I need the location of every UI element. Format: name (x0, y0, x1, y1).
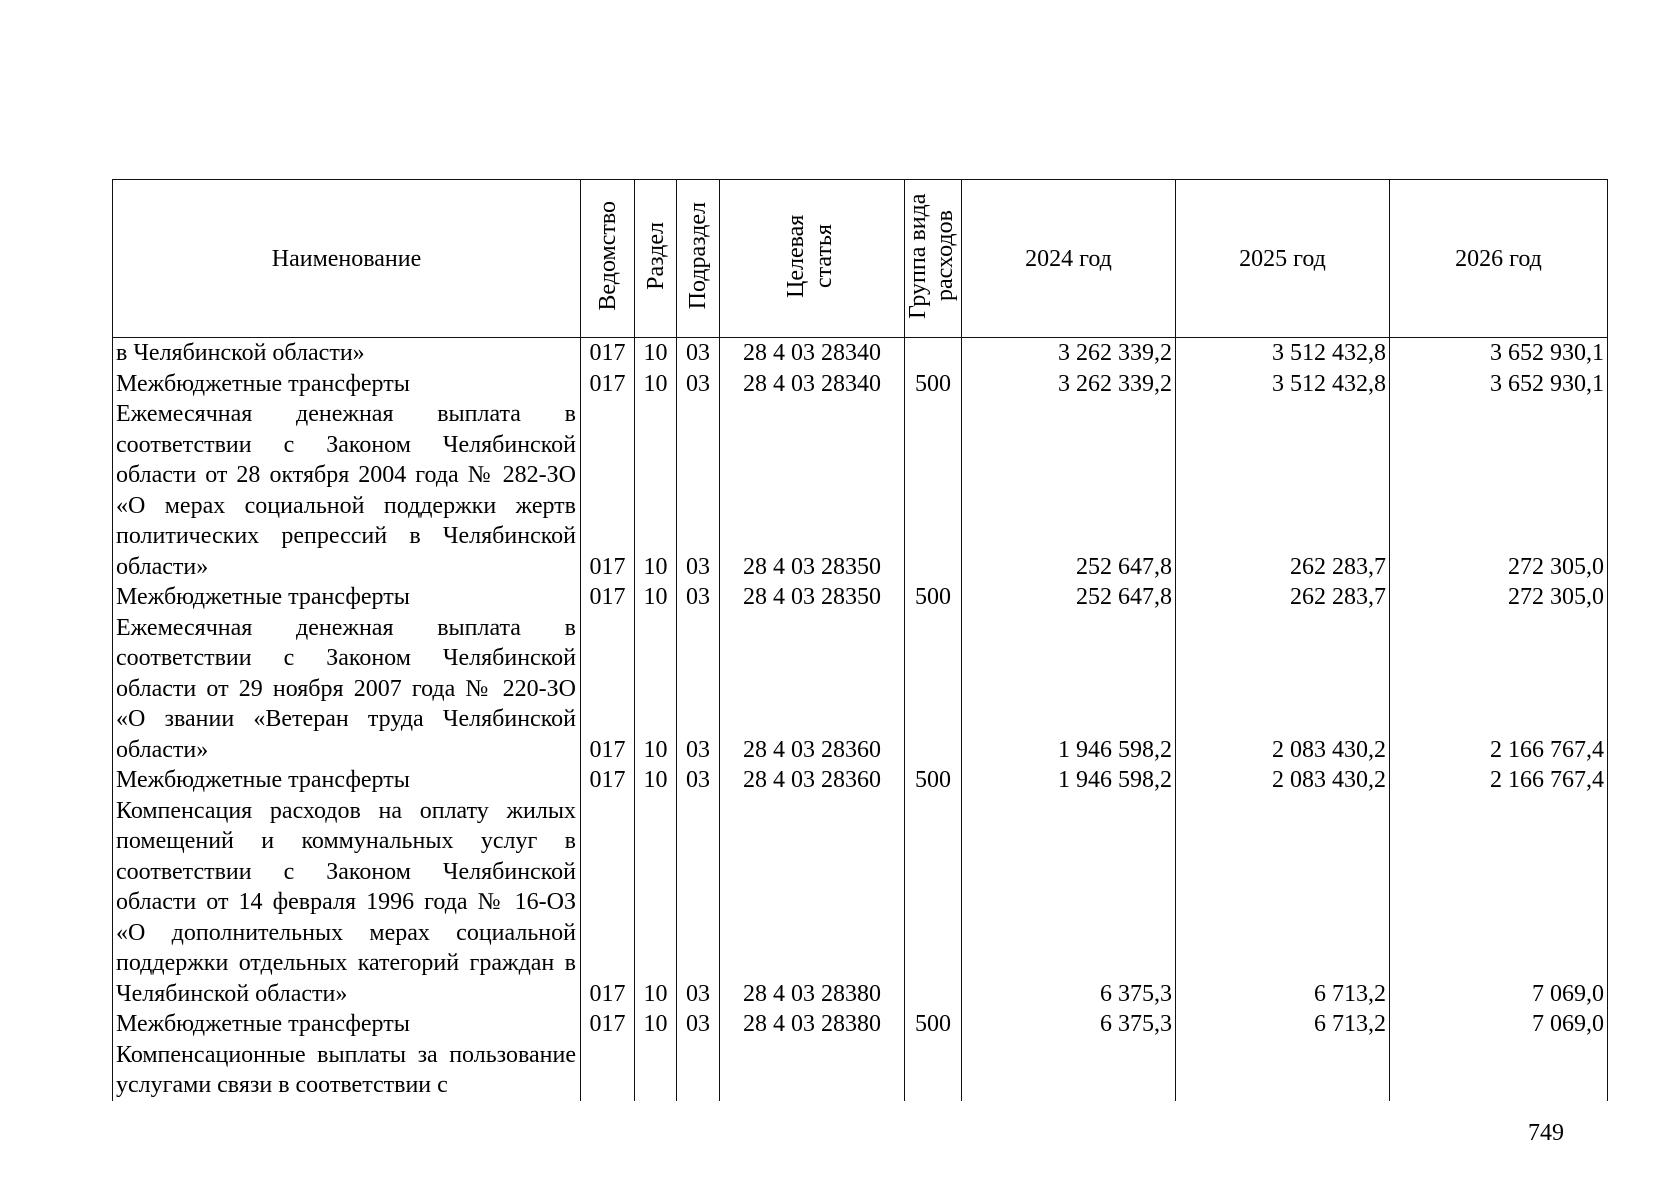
row-gruppa: 500 (905, 369, 962, 400)
row-celevaya-statya: 28 4 03 28350 (720, 582, 905, 613)
table-row (113, 765, 1608, 796)
row-name: Межбюджетные трансферты (113, 1009, 581, 1040)
row-razdel: 10 (635, 399, 677, 582)
row-podrazdel: 03 (677, 582, 720, 613)
row-amount-2026: 272 305,0 (1390, 582, 1608, 613)
row-amount-2024: 6 375,3 (962, 1009, 1176, 1040)
row-name: Ежемесячная денежная выплата в соответствии с Законом Челябинской области от 28 октября 2004 года № 282-ЗО «О мерах социальной поддержки жертв политических репрессий в Челябинской области» (113, 399, 581, 582)
row-podrazdel: 03 (677, 1009, 720, 1040)
row-amount-2026: 7 069,0 (1390, 1009, 1608, 1040)
row-amount-2026: 272 305,0 (1390, 399, 1608, 582)
row-vedomstvo (581, 1040, 635, 1101)
table-row (113, 1040, 1608, 1101)
table-row (113, 399, 1608, 582)
header-celevaya-statya: Целевая статья (720, 180, 905, 338)
table-row (113, 369, 1608, 400)
row-name: Ежемесячная денежная выплата в соответствии с Законом Челябинской области от 29 ноября 2007 года № 220-ЗО «О звании «Ветеран труда Челябинской области» (113, 613, 581, 766)
table-row (113, 338, 1608, 369)
row-name: Межбюджетные трансферты (113, 765, 581, 796)
row-amount-2024: 1 946 598,2 (962, 765, 1176, 796)
row-gruppa (905, 338, 962, 369)
row-amount-2024: 6 375,3 (962, 796, 1176, 1010)
row-gruppa (905, 796, 962, 1010)
row-podrazdel: 03 (677, 796, 720, 1010)
row-celevaya-statya: 28 4 03 28340 (720, 338, 905, 369)
row-name: Межбюджетные трансферты (113, 369, 581, 400)
table-row (113, 613, 1608, 766)
row-gruppa (905, 1040, 962, 1101)
row-razdel: 10 (635, 613, 677, 766)
row-name: в Челябинской области» (113, 338, 581, 369)
row-amount-2025: 6 713,2 (1176, 1009, 1390, 1040)
row-celevaya-statya: 28 4 03 28360 (720, 765, 905, 796)
row-amount-2026: 2 166 767,4 (1390, 613, 1608, 766)
row-celevaya-statya: 28 4 03 28360 (720, 613, 905, 766)
row-amount-2025: 262 283,7 (1176, 399, 1390, 582)
table-row (113, 796, 1608, 1010)
row-amount-2025: 3 512 432,8 (1176, 369, 1390, 400)
row-amount-2025: 2 083 430,2 (1176, 765, 1390, 796)
row-podrazdel: 03 (677, 399, 720, 582)
row-vedomstvo: 017 (581, 613, 635, 766)
header-name: Наименование (113, 180, 581, 338)
table-header-row (113, 180, 1608, 338)
row-razdel: 10 (635, 765, 677, 796)
row-gruppa: 500 (905, 765, 962, 796)
header-razdel: Раздел (635, 180, 677, 338)
row-podrazdel (677, 1040, 720, 1101)
row-celevaya-statya: 28 4 03 28350 (720, 399, 905, 582)
row-name: Компенсация расходов на оплату жилых помещений и коммунальных услуг в соответствии с Законом Челябинской области от 14 февраля 1996 года № 16-ОЗ «О дополнительных мерах социальной поддержки отдельных категорий граждан в Челябинской области» (113, 796, 581, 1010)
row-celevaya-statya: 28 4 03 28380 (720, 1009, 905, 1040)
table-row (113, 1009, 1608, 1040)
row-amount-2025: 262 283,7 (1176, 582, 1390, 613)
row-amount-2024: 252 647,8 (962, 399, 1176, 582)
row-amount-2025 (1176, 1040, 1390, 1101)
header-year-2025: 2025 год (1176, 180, 1390, 338)
page-number: 749 (1528, 1120, 1564, 1146)
row-celevaya-statya: 28 4 03 28380 (720, 796, 905, 1010)
header-podrazdel: Подраздел (677, 180, 720, 338)
row-amount-2026: 2 166 767,4 (1390, 765, 1608, 796)
row-podrazdel: 03 (677, 338, 720, 369)
row-celevaya-statya (720, 1040, 905, 1101)
header-year-2024: 2024 год (962, 180, 1176, 338)
table-row (113, 582, 1608, 613)
row-razdel: 10 (635, 369, 677, 400)
row-gruppa: 500 (905, 582, 962, 613)
header-year-2026: 2026 год (1390, 180, 1608, 338)
row-gruppa (905, 399, 962, 582)
row-amount-2024: 3 262 339,2 (962, 369, 1176, 400)
row-name: Компенсационные выплаты за пользование услугами связи в соответствии с (113, 1040, 581, 1101)
row-amount-2025: 2 083 430,2 (1176, 613, 1390, 766)
row-amount-2024: 252 647,8 (962, 582, 1176, 613)
row-vedomstvo: 017 (581, 369, 635, 400)
row-amount-2026 (1390, 1040, 1608, 1101)
row-vedomstvo: 017 (581, 1009, 635, 1040)
row-razdel: 10 (635, 338, 677, 369)
row-gruppa (905, 613, 962, 766)
row-podrazdel: 03 (677, 765, 720, 796)
row-amount-2025: 3 512 432,8 (1176, 338, 1390, 369)
row-razdel (635, 1040, 677, 1101)
header-gruppa-vida-rashodov: Группа вида расходов (905, 180, 962, 338)
row-vedomstvo: 017 (581, 338, 635, 369)
row-gruppa: 500 (905, 1009, 962, 1040)
row-name: Межбюджетные трансферты (113, 582, 581, 613)
budget-table (112, 179, 1608, 1101)
row-podrazdel: 03 (677, 613, 720, 766)
row-vedomstvo: 017 (581, 796, 635, 1010)
row-amount-2024: 3 262 339,2 (962, 338, 1176, 369)
row-vedomstvo: 017 (581, 582, 635, 613)
row-podrazdel: 03 (677, 369, 720, 400)
row-amount-2026: 3 652 930,1 (1390, 369, 1608, 400)
row-razdel: 10 (635, 582, 677, 613)
header-vedomstvo: Ведомство (581, 180, 635, 338)
row-amount-2025: 6 713,2 (1176, 796, 1390, 1010)
row-vedomstvo: 017 (581, 765, 635, 796)
row-vedomstvo: 017 (581, 399, 635, 582)
row-razdel: 10 (635, 1009, 677, 1040)
row-amount-2026: 3 652 930,1 (1390, 338, 1608, 369)
row-amount-2026: 7 069,0 (1390, 796, 1608, 1010)
table-body (113, 338, 1608, 1101)
row-celevaya-statya: 28 4 03 28340 (720, 369, 905, 400)
row-amount-2024: 1 946 598,2 (962, 613, 1176, 766)
row-razdel: 10 (635, 796, 677, 1010)
row-amount-2024 (962, 1040, 1176, 1101)
